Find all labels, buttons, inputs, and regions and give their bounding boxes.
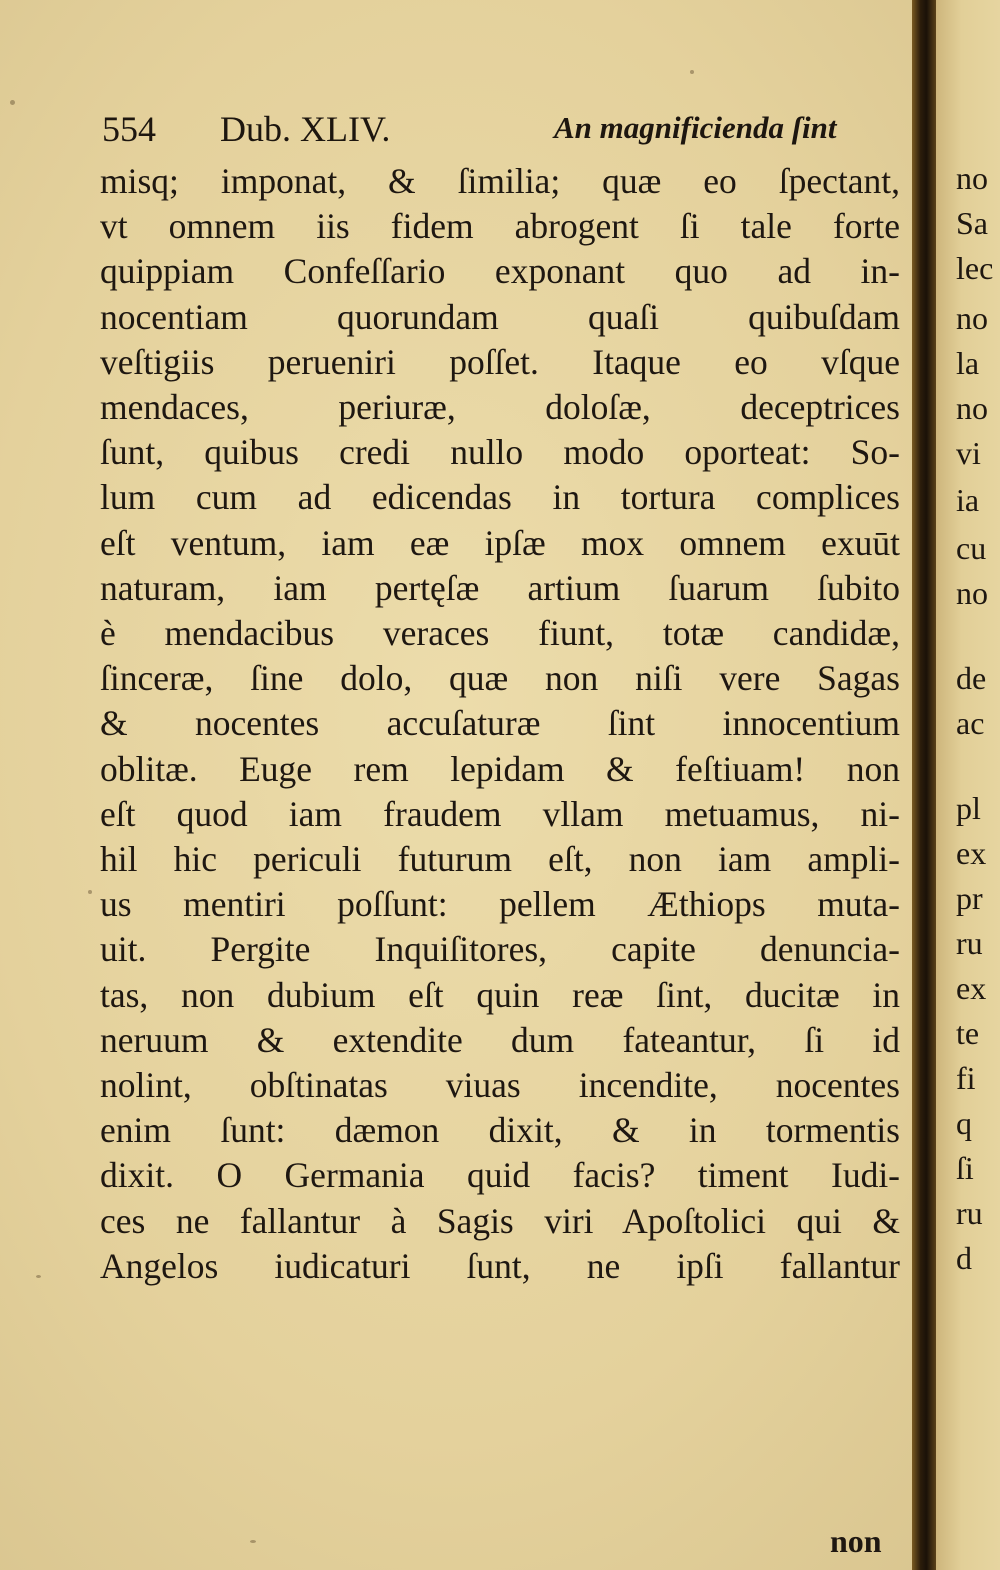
facing-page-fragment: vi <box>956 435 981 471</box>
text-line: mendaces, periuræ, doloſæ, deceptrices <box>100 387 900 427</box>
facing-page-fragment: de <box>956 660 987 696</box>
text-line: naturam, iam pertęſæ artium ſuarum ſubito <box>100 567 900 608</box>
facing-page-fragment: ac <box>956 705 985 741</box>
facing-page-fragment: pr <box>956 880 983 916</box>
text-line: lum cum ad edicendas in tortura complices <box>100 477 900 518</box>
facing-page-fragment: cu <box>956 530 987 566</box>
text-line: ſunt, quibus credi nullo modo oporteat: So- <box>100 432 900 473</box>
text-line: è mendacibus veraces fiunt, totæ candidæ, <box>100 613 900 653</box>
text-line: nocentiam quorundam quaſi quibuſdam <box>100 296 900 337</box>
catchword: non <box>830 1523 882 1559</box>
text-line: hil hic periculi futurum eſt, non iam ampli- <box>100 839 900 879</box>
facing-page-fragment: ia <box>956 482 980 518</box>
text-line: uit. Pergite Inquiſitores, capite denuncia- <box>100 929 900 970</box>
text-line: dixit. O Germania quid facis? timent Iudi- <box>100 1155 900 1196</box>
facing-page-fragment: la <box>956 345 980 381</box>
text-line: oblitæ. Euge rem lepidam & feſtiuam! non <box>100 748 900 789</box>
facing-page-fragment: no <box>956 300 988 336</box>
text-line: us mentiri poſſunt: pellem Æthiops muta- <box>100 884 900 925</box>
text-line: tas, non dubium eſt quin reæ ſint, ducitæ in <box>100 974 900 1015</box>
facing-page-fragment: lec <box>956 250 994 286</box>
text-line: nolint, obſtinatas viuas incendite, nocentes <box>100 1065 900 1105</box>
text-line: eſt ventum, iam eæ ipſæ mox omnem exuūt <box>100 522 900 563</box>
facing-page-fragment: d <box>956 1240 972 1276</box>
facing-page-fragment: fi <box>956 1060 976 1096</box>
paper-speck <box>690 70 694 74</box>
facing-page-fragment: no <box>956 160 988 196</box>
text-line: Angelos iudicaturi ſunt, ne ipſi fallantur <box>100 1245 900 1286</box>
text-line: quippiam Confeſſario exponant quo ad in- <box>100 251 900 292</box>
text-line: ces ne fallantur à Sagis viri Apoſtolici qui & <box>100 1200 900 1241</box>
text-line: & nocentes accuſaturæ ſint innocentium <box>100 703 900 744</box>
facing-page-fragment: q <box>956 1105 972 1141</box>
text-line: enim ſunt: dæmon dixit, & in tormentis <box>100 1110 900 1151</box>
facing-page-fragment: ru <box>956 925 983 961</box>
text-line: neruum & extendite dum fateantur, ſi id <box>100 1019 900 1060</box>
facing-page-fragment: ex <box>956 970 987 1006</box>
page-number: 554 <box>102 109 156 149</box>
running-title-italic: An magnificienda ſint <box>554 110 837 145</box>
page-header <box>102 108 902 154</box>
paper-speck <box>10 100 15 105</box>
paper-speck <box>250 1540 256 1543</box>
facing-page-fragment: Sa <box>956 205 988 241</box>
facing-page-fragment: no <box>956 390 988 426</box>
paper-speck <box>36 1275 41 1278</box>
paper-speck <box>88 890 92 894</box>
facing-page-fragment: te <box>956 1015 980 1051</box>
facing-page-fragment: ſi <box>956 1150 974 1186</box>
facing-page-fragment: ex <box>956 835 987 871</box>
text-line: ſinceræ, ſine dolo, quæ non niſi vere Sagas <box>100 658 900 699</box>
facing-page-fragment: no <box>956 575 988 611</box>
book-gutter <box>912 0 936 1570</box>
text-line: misq; imponat, & ſimilia; quæ eo ſpectant, <box>100 161 900 201</box>
facing-page-edge <box>936 0 1000 1570</box>
facing-page-fragment: pl <box>956 790 981 826</box>
text-line: veſtigiis perueniri poſſet. Itaque eo vſque <box>100 341 900 382</box>
text-line: eſt quod iam fraudem vllam metuamus, ni- <box>100 793 900 834</box>
running-title: Dub. XLIV. <box>220 109 391 149</box>
facing-page-fragment: ru <box>956 1195 983 1231</box>
text-line: vt omnem iis fidem abrogent ſi tale forte <box>100 206 900 247</box>
